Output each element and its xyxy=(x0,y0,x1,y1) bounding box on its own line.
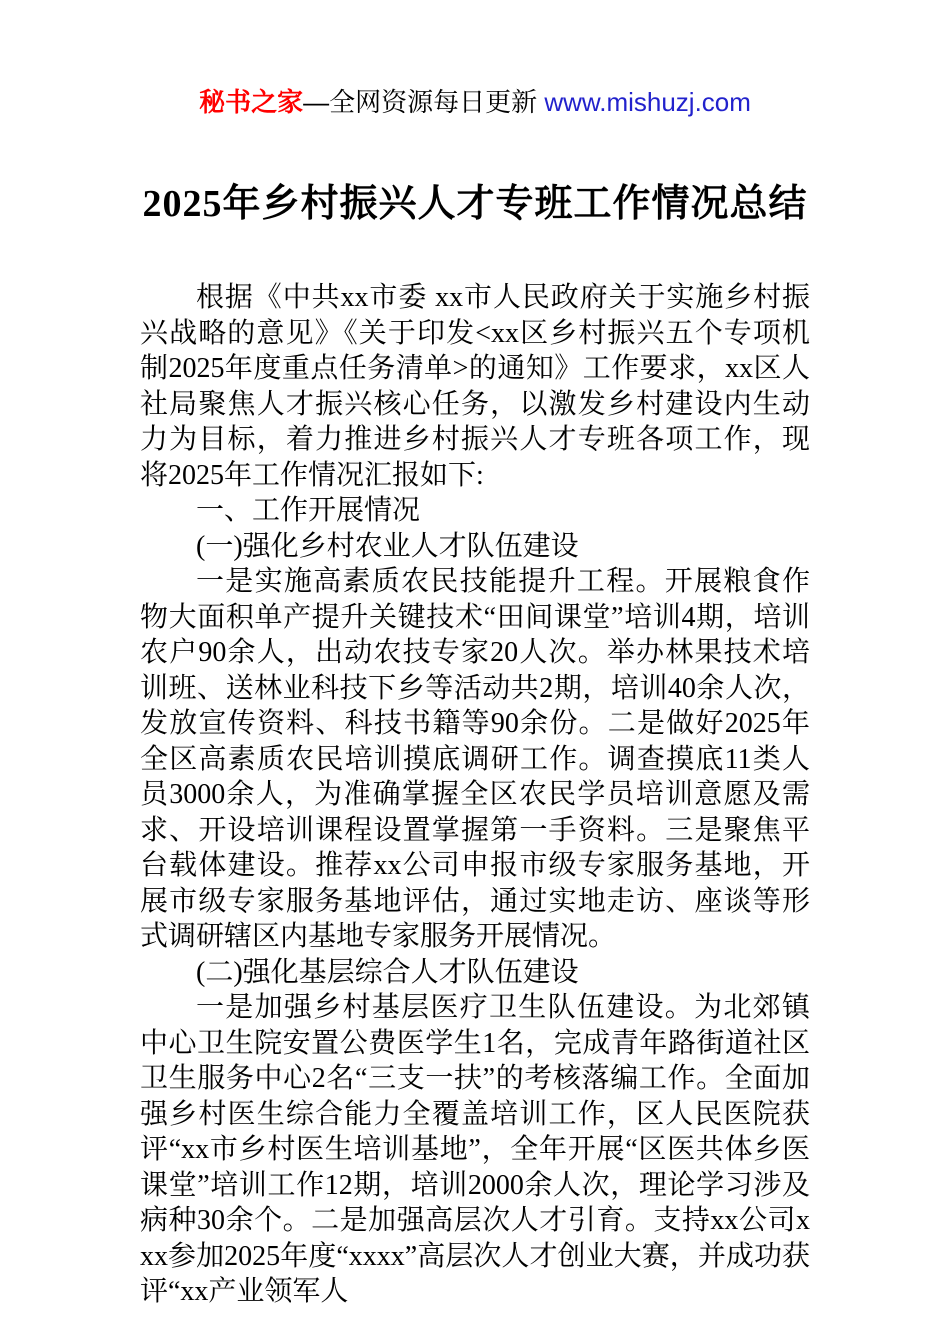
paragraph: (一)强化乡村农业人才队伍建设 xyxy=(196,530,579,562)
paragraph: (二)强化基层综合人才队伍建设 xyxy=(196,956,579,988)
site-url-link[interactable]: www.mishuzj.com xyxy=(544,87,751,117)
paragraph: 一是加强乡村基层医疗卫生队伍建设。为北郊镇中心卫生院安置公费医学生1名，完成青年路街道社区卫生服务中心2名“三支一扶”的考核落编工作。全面加强乡村医生综合能力全覆盖培训工作，区人民医院获评“xx市乡村医生培训基地”，全年开展“区医共体乡医课堂”培训工作12期，培训2000余人次，理论学习涉及病种30余个。二是加强高层次人才引育。支持xx公司xxx参加2025年度“xxxx”高层次人才创业大赛，并成功获评“xx产业领军人 xyxy=(140,992,810,1307)
paragraph: 一是实施高素质农民技能提升工程。开展粮食作物大面积单产提升关键技术“田间课堂”培训4期，培训农户90余人，出动农技专家20人次。举办林果技术培训班、送林业科技下乡等活动共2期，培训40余人次，发放宣传资料、科技书籍等90余份。二是做好2025年全区高素质农民培训摸底调研工作。调查摸底11类人员3000余人，为准确掌握全区农民学员培训意愿及需求、开设培训课程设置掌握第一手资料。三是聚焦平台载体建设。推荐xx公司申报市级专家服务基地，开展市级专家服务基地评估，通过实地走访、座谈等形式调研辖区内基地专家服务开展情况。 xyxy=(140,566,810,952)
document-title: 2025年乡村振兴人才专班工作情况总结 xyxy=(142,183,808,225)
paragraph: 根据《中共xx市委 xx市人民政府关于实施乡村振兴战略的意见》《关于印发<xx区乡村振兴五个专项机制2025年度重点任务清单>的通知》工作要求，xx区人社局聚焦人才振兴核心任务，以激发乡村建设内生动力为目标，着力推进乡村振兴人才专班各项工作，现将2025年工作情况汇报如下: xyxy=(140,282,810,491)
site-tagline: 全网资源每日更新 xyxy=(329,87,545,117)
site-brand-text: 秘书之家 xyxy=(199,87,304,117)
site-watermark-header xyxy=(0,0,950,118)
document-body xyxy=(140,280,810,1310)
paragraph: 一、工作开展情况 xyxy=(196,495,421,526)
header-dash: — xyxy=(303,87,330,117)
